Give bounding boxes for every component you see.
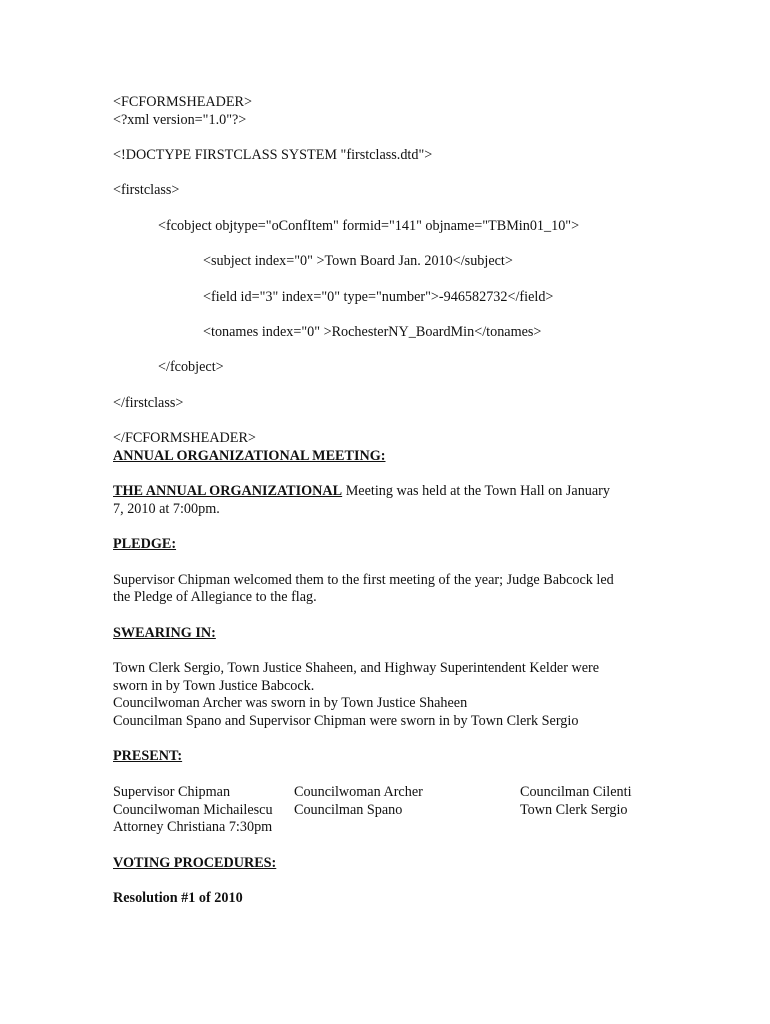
swearing-text: Councilman Spano and Supervisor Chipman were sworn in by Town Clerk Sergio — [113, 713, 579, 730]
header-line: </FCFORMSHEADER> — [113, 430, 256, 447]
attendee: Councilman Cilenti — [520, 783, 632, 800]
header-line: <tonames index="0" >RochesterNY_BoardMin</tonames> — [203, 323, 542, 340]
header-line: <firstclass> — [113, 182, 180, 199]
header-line: </firstclass> — [113, 394, 184, 411]
header-line: <!DOCTYPE FIRSTCLASS SYSTEM "firstclass.dtd"> — [113, 147, 433, 164]
attendee: Supervisor Chipman — [113, 783, 231, 800]
header-line: <?xml version="1.0"?> — [113, 111, 247, 128]
swearing-text: Councilwoman Archer was sworn in by Town Justice Shaheen — [113, 695, 468, 712]
attendee: Councilwoman Archer — [294, 783, 423, 800]
attendee: Attorney Christiana 7:30pm — [113, 819, 273, 836]
header-line: <subject index="0" >Town Board Jan. 2010</subject> — [203, 253, 513, 270]
annual-text-line2: 7, 2010 at 7:00pm. — [113, 500, 220, 517]
swearing-text: Town Clerk Sergio, Town Justice Shaheen, and Highway Superintendent Kelder were — [113, 660, 600, 676]
annual-text: Meeting was held at the Town Hall on January — [342, 483, 610, 500]
pledge-text: the Pledge of Allegiance to the flag. — [113, 589, 317, 606]
swearing-heading: SWEARING IN: — [113, 624, 216, 641]
header-line: </fcobject> — [158, 359, 224, 376]
annual-heading: ANNUAL ORGANIZATIONAL MEETING: — [113, 447, 386, 464]
header-line: <FCFORMSHEADER> — [113, 94, 252, 110]
annual-lead: THE ANNUAL ORGANIZATIONAL — [113, 483, 343, 500]
pledge-heading: PLEDGE: — [113, 536, 177, 553]
resolution-title: Resolution #1 of 2010 — [113, 889, 243, 906]
pledge-text: Supervisor Chipman welcomed them to the first meeting of the year; Judge Babcock led — [113, 571, 614, 588]
present-heading: PRESENT: — [113, 748, 183, 765]
present-list — [113, 784, 673, 837]
annual-paragraph — [113, 483, 673, 501]
attendee: Councilwoman Michailescu — [113, 801, 273, 818]
voting-heading: VOTING PROCEDURES: — [113, 854, 277, 871]
header-line: <field id="3" index="0" type="number">-946582732</field> — [203, 288, 554, 305]
swearing-text: sworn in by Town Justice Babcock. — [113, 677, 315, 694]
attendee: Town Clerk Sergio — [520, 801, 628, 818]
attendee: Councilman Spano — [294, 801, 403, 818]
document-body — [113, 94, 673, 908]
header-line: <fcobject objtype="oConfItem" formid="141" objname="TBMin01_10"> — [158, 217, 580, 234]
